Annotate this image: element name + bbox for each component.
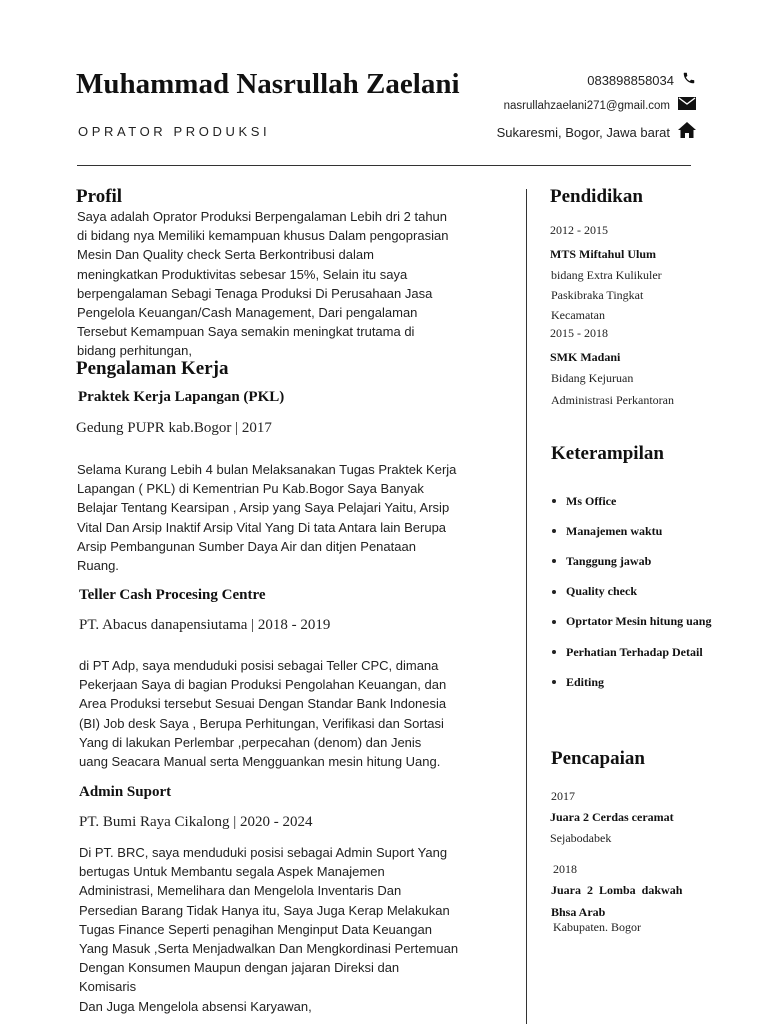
profile-line: Mesin Dan Quality check Serta Berkontribusi dalam	[77, 247, 374, 263]
education-detail: Administrasi Perkantoran	[551, 393, 674, 407]
education-years: 2012 - 2015	[550, 223, 608, 237]
skill-label: Quality check	[566, 584, 637, 599]
skills-list	[550, 486, 750, 697]
bullet-icon	[552, 650, 556, 654]
job-line: Komisaris	[79, 979, 137, 995]
job-org: PT. Abacus danapensiutama | 2018 - 2019	[79, 617, 331, 633]
bullet-icon	[552, 680, 556, 684]
profile-heading: Profil	[76, 186, 123, 207]
job-line: Tugas Finance Seperti penagihan Menginput Data Keuangan	[79, 921, 432, 937]
profile-line: bidang perhitungan,	[77, 343, 192, 359]
job-line: bertugas Untuk Membantu segala Aspek Manajemen	[79, 864, 385, 880]
job-title: Admin Suport	[79, 784, 172, 800]
skill-label: Oprtator Mesin hitung uang	[566, 614, 712, 629]
experience-heading: Pengalaman Kerja	[76, 358, 229, 379]
address-text: Sukaresmi, Bogor, Jawa barat	[496, 125, 670, 140]
profile-line: Pengelola Keuangan/Cash Management, Dari pengalaman	[77, 305, 418, 321]
bullet-icon	[552, 590, 556, 594]
profile-line: berpengalaman Sebagi Tenaga Produksi Di Perusahaan Jasa	[77, 285, 433, 301]
job-title: Praktek Kerja Lapangan (PKL)	[78, 389, 285, 405]
profile-line: di bidang nya Memiliki kemampuan khusus Dalam pengoprasian	[77, 228, 449, 244]
job-description	[79, 843, 499, 1016]
column-divider	[526, 189, 527, 1024]
job-description	[79, 656, 499, 771]
job-line: (BI) Job desk Saya , Berupa Perhitungan, Verifikasi dan Sortasi	[79, 715, 444, 731]
skill-item	[550, 607, 750, 637]
contact-email	[504, 97, 696, 115]
job-line: Pekerjaan Saya di bagian Produksi Pengolahan Keuangan, dan	[79, 677, 447, 693]
job-title: Teller Cash Procesing Centre	[79, 587, 266, 603]
skill-item	[550, 667, 750, 697]
job-description	[77, 460, 497, 575]
skill-label: Manajemen waktu	[566, 523, 663, 538]
education-detail: Bidang Kejuruan	[551, 371, 634, 385]
job-line: Yang di lakukan Perlembar ,perpecahan (denom) dan Jenis	[79, 734, 422, 750]
skill-item	[550, 546, 750, 576]
job-line: di PT Adp, saya menduduki posisi sebagai Teller CPC, dimana	[79, 658, 439, 673]
achievement-title: Juara 2 Cerdas ceramat	[550, 810, 674, 824]
skills-heading: Keterampilan	[551, 443, 664, 464]
job-line: Yang Masuk ,Serta Menjadwalkan Dan Mengkordinasi Pertemuan	[79, 941, 459, 957]
job-line: Ruang.	[77, 558, 119, 574]
job-line: Area Produksi tersebut Sesuai Dengan Standar Bank Indonesia	[79, 696, 447, 712]
profile-text	[77, 207, 499, 361]
job-org: Gedung PUPR kab.Bogor | 2017	[76, 420, 272, 436]
job-line: Di PT. BRC, saya menduduki posisi sebagai Admin Suport Yang	[79, 845, 448, 860]
education-heading: Pendidikan	[550, 186, 643, 207]
education-school: SMK Madani	[550, 350, 621, 364]
job-line: Belajar Tentang Kearsipan , Arsip yang Saya Pelajari Yaitu, Arsip	[77, 500, 450, 516]
skill-item	[550, 637, 750, 667]
job-role: OPRATOR PRODUKSI	[78, 124, 271, 139]
job-line: Lapangan ( PKL) di Kementrian Pu Kab.Bogor Saya Banyak	[77, 481, 424, 497]
achievement-title: Bhsa Arab	[551, 905, 606, 919]
skill-label: Perhatian Terhadap Detail	[566, 644, 703, 659]
job-line: Arsip Pembangunan Sumber Daya Air dan ditjen Penataan	[77, 538, 416, 554]
job-line: Dan Juga Mengelola absensi Karyawan,	[79, 998, 312, 1014]
resume-name: Muhammad Nasrullah Zaelani	[76, 68, 460, 100]
job-org: PT. Bumi Raya Cikalong | 2020 - 2024	[79, 814, 313, 830]
achievements-heading: Pencapaian	[551, 748, 645, 769]
bullet-icon	[552, 559, 556, 563]
achievement-year: 2018	[553, 862, 577, 876]
job-line: Selama Kurang Lebih 4 bulan Melaksanakan Tugas Praktek Kerja	[77, 462, 457, 477]
job-line: uang Seacara Manual serta Mengguankan mesin hitung Uang.	[79, 754, 441, 770]
job-line: Persedian Barang Tidak Hanya itu, Saya Juga Kerap Melakukan	[79, 902, 450, 918]
job-line: Dengan Konsumen Maupun dengan jajaran Direksi dan	[79, 960, 400, 976]
achievement-title: Juara 2 Lomba dakwah	[551, 883, 683, 897]
bullet-icon	[552, 529, 556, 533]
profile-line: Tersebut Kemampuan Saya semakin meningkat trutama di	[77, 324, 415, 340]
job-line: Vital Dan Arsip Inaktif Arsip Vital Yang Di tata Antara lain Berupa	[77, 519, 447, 535]
contact-address	[497, 122, 696, 143]
profile-line: Saya adalah Oprator Produksi Berpengalaman Lebih dri 2 tahun	[77, 209, 448, 224]
contact-phone	[587, 71, 696, 90]
education-detail: Paskibraka Tingkat	[551, 288, 644, 302]
skill-label: Ms Office	[566, 493, 617, 508]
achievement-place: Kabupaten. Bogor	[553, 920, 641, 934]
envelope-icon	[678, 97, 696, 115]
bullet-icon	[552, 620, 556, 624]
skill-label: Editing	[566, 674, 605, 689]
phone-icon	[682, 71, 696, 90]
skill-item	[550, 577, 750, 607]
bullet-icon	[552, 499, 556, 503]
skill-item	[550, 486, 750, 516]
skill-label: Tanggung jawab	[566, 553, 652, 568]
education-years: 2015 - 2018	[550, 326, 608, 340]
achievement-year: 2017	[551, 789, 575, 803]
profile-line: meningkatkan Produktivitas sebesar 15%, Selain itu saya	[77, 266, 408, 282]
skill-item	[550, 516, 750, 546]
email-address: nasrullahzaelani271@gmail.com	[503, 100, 670, 112]
home-icon	[678, 122, 696, 143]
job-line: Administrasi, Memelihara dan Mengelola Inventaris Dan	[79, 883, 402, 899]
education-detail: Kecamatan	[551, 308, 605, 322]
education-school: MTS Miftahul Ulum	[550, 247, 657, 261]
phone-number: 083898858034	[587, 73, 674, 88]
header-divider	[77, 165, 691, 166]
achievement-place: Sejabodabek	[550, 831, 612, 845]
education-detail: bidang Extra Kulikuler	[551, 268, 662, 282]
